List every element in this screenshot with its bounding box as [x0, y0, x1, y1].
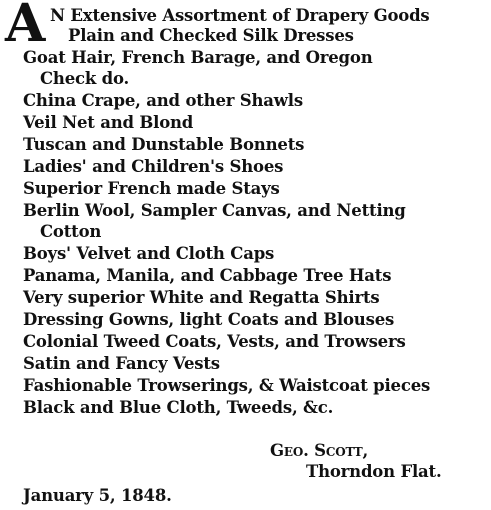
- list-item-continuation: Check do.: [40, 69, 130, 88]
- list-item: Veil Net and Blond: [23, 113, 194, 132]
- list-item: Very superior White and Regatta Shirts: [23, 288, 380, 307]
- list-item: Fashionable Trowserings, & Waistcoat pieces: [23, 376, 431, 395]
- list-item: Colonial Tweed Coats, Vests, and Trowsers: [23, 332, 406, 351]
- signature-place: Thorndon Flat.: [306, 462, 442, 481]
- list-item: China Crape, and other Shawls: [23, 91, 303, 110]
- list-item: Goat Hair, French Barage, and Oregon: [23, 48, 373, 67]
- list-item-continuation: Cotton: [40, 222, 102, 241]
- drop-cap-letter: A: [5, 0, 46, 54]
- list-item: Superior French made Stays: [23, 179, 280, 198]
- list-item: Black and Blue Cloth, Tweeds, &c.: [23, 398, 334, 417]
- list-item: Ladies' and Children's Shoes: [23, 157, 284, 176]
- list-item: Boys' Velvet and Cloth Caps: [23, 244, 275, 263]
- list-item: Satin and Fancy Vests: [23, 354, 220, 373]
- list-item: Dressing Gowns, light Coats and Blouses: [23, 310, 395, 329]
- list-item: Berlin Wool, Sampler Canvas, and Netting: [23, 201, 406, 220]
- heading-line-1: N Extensive Assortment of Drapery Goods: [50, 6, 430, 25]
- signature-name: Geo. Scott,: [270, 441, 369, 460]
- heading-line-2: Plain and Checked Silk Dresses: [68, 26, 354, 45]
- list-item: Panama, Manila, and Cabbage Tree Hats: [23, 266, 392, 285]
- advertisement-date: January 5, 1848.: [23, 486, 172, 505]
- list-item: Tuscan and Dunstable Bonnets: [23, 135, 305, 154]
